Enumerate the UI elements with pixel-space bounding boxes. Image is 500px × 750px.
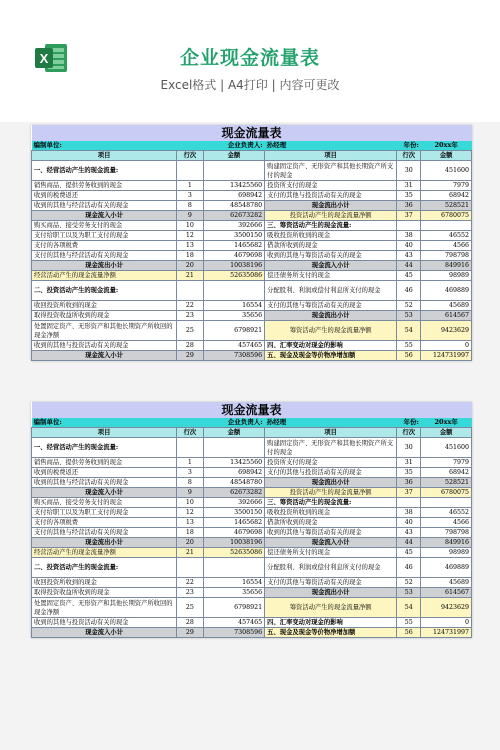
item-seq: 25 bbox=[177, 598, 203, 618]
table-row bbox=[32, 161, 472, 181]
col-head-seq: 行次 bbox=[177, 151, 203, 161]
table-body bbox=[32, 161, 472, 361]
item-amount: 48548780 bbox=[203, 201, 265, 211]
table-row bbox=[32, 468, 472, 478]
item-seq: 31 bbox=[397, 181, 421, 191]
item-amount: 46552 bbox=[421, 231, 472, 241]
item-amount: 7308596 bbox=[203, 351, 265, 361]
item-seq: 40 bbox=[397, 518, 421, 528]
item-label: 购买商品、接受劳务支付的现金 bbox=[32, 221, 177, 231]
item-label: 经营活动产生的现金流量净额 bbox=[32, 271, 177, 281]
table-row bbox=[32, 181, 472, 191]
item-label: 支付的各项税费 bbox=[32, 241, 177, 251]
item-label: 取得投资收益所收到的现金 bbox=[32, 311, 177, 321]
item-amount: 457465 bbox=[203, 618, 265, 628]
table-row bbox=[32, 321, 472, 341]
item-seq: 54 bbox=[397, 321, 421, 341]
item-label: 销售商品、提供劳务收到的现金 bbox=[32, 181, 177, 191]
item-label: 投资所支付的现金 bbox=[265, 181, 397, 191]
table-row bbox=[32, 628, 472, 638]
item-label: 投资所支付的现金 bbox=[265, 458, 397, 468]
table-row bbox=[32, 281, 472, 301]
item-amount: 469889 bbox=[421, 281, 472, 301]
item-seq: 54 bbox=[397, 598, 421, 618]
item-amount: 10038196 bbox=[203, 261, 265, 271]
item-label: 一、经营活动产生的现金流量: bbox=[32, 438, 177, 458]
col-head-item: 项目 bbox=[32, 151, 177, 161]
item-seq: 56 bbox=[397, 628, 421, 638]
manager-label: 企业负责人: bbox=[177, 418, 265, 428]
item-amount: 52635086 bbox=[203, 271, 265, 281]
table-row bbox=[32, 201, 472, 211]
year-label: 年份: bbox=[397, 141, 421, 151]
item-amount: 4566 bbox=[421, 241, 472, 251]
item-label: 现金流入小计 bbox=[32, 211, 177, 221]
item-seq: 12 bbox=[177, 508, 203, 518]
item-label: 现金流入小计 bbox=[32, 628, 177, 638]
item-amount: 7979 bbox=[421, 181, 472, 191]
item-label: 筹资活动产生的现金流量净额 bbox=[265, 321, 397, 341]
item-label: 收到的其他与经营活动有关的现金 bbox=[32, 478, 177, 488]
table-row bbox=[32, 598, 472, 618]
col-head-seq: 行次 bbox=[397, 151, 421, 161]
item-label: 收到的税费返还 bbox=[32, 191, 177, 201]
table-row bbox=[32, 191, 472, 201]
item-label: 三、筹资活动产生的现金流量: bbox=[265, 498, 397, 508]
item-seq: 45 bbox=[397, 271, 421, 281]
item-label: 现金流出小计 bbox=[32, 538, 177, 548]
item-amount: 849916 bbox=[421, 261, 472, 271]
table-row bbox=[32, 518, 472, 528]
table-row bbox=[32, 478, 472, 488]
item-amount: 9423629 bbox=[421, 598, 472, 618]
unit-label: 编制单位: bbox=[32, 418, 177, 428]
item-amount: 0 bbox=[421, 341, 472, 351]
item-label: 五、现金及现金等价物净增加额 bbox=[265, 351, 397, 361]
item-seq: 21 bbox=[177, 271, 203, 281]
item-amount: 45689 bbox=[421, 578, 472, 588]
item-label: 借款所收到的现金 bbox=[265, 518, 397, 528]
item-label: 借款所收到的现金 bbox=[265, 241, 397, 251]
year-value: 20xx年 bbox=[421, 141, 472, 151]
item-amount: 6780075 bbox=[421, 488, 472, 498]
item-label: 筹资活动产生的现金流量净额 bbox=[265, 598, 397, 618]
item-seq: 55 bbox=[397, 618, 421, 628]
item-label: 现金流出小计 bbox=[265, 478, 397, 488]
item-label: 分配股利、利润或偿付利息所支付的现金 bbox=[265, 558, 397, 578]
item-seq: 10 bbox=[177, 498, 203, 508]
item-amount: 392666 bbox=[203, 498, 265, 508]
item-amount: 68942 bbox=[421, 468, 472, 478]
item-label: 支付的各项税费 bbox=[32, 518, 177, 528]
item-label: 现金流入小计 bbox=[32, 488, 177, 498]
item-amount: 4679698 bbox=[203, 251, 265, 261]
item-label: 支付的其他与投资活动有关的现金 bbox=[265, 468, 397, 478]
item-label: 一、经营活动产生的现金流量: bbox=[32, 161, 177, 181]
table-body bbox=[32, 438, 472, 638]
item-amount: 4566 bbox=[421, 518, 472, 528]
col-head-item: 项目 bbox=[32, 428, 177, 438]
unit-label: 编制单位: bbox=[32, 141, 177, 151]
item-seq: 37 bbox=[397, 488, 421, 498]
item-label: 五、现金及现金等价物净增加额 bbox=[265, 628, 397, 638]
item-amount: 457465 bbox=[203, 341, 265, 351]
item-seq bbox=[397, 221, 421, 231]
item-label: 二、投资活动产生的现金流量: bbox=[32, 281, 177, 301]
table-row bbox=[32, 351, 472, 361]
item-label: 现金流出小计 bbox=[265, 311, 397, 321]
item-amount bbox=[203, 281, 265, 301]
item-label: 收到的其他与筹资活动有关的现金 bbox=[265, 251, 397, 261]
item-label: 吸收投资所收到的现金 bbox=[265, 508, 397, 518]
year-value: 20xx年 bbox=[421, 418, 472, 428]
manager-name: 孙经理 bbox=[265, 141, 397, 151]
item-seq: 29 bbox=[177, 628, 203, 638]
item-seq: 46 bbox=[397, 558, 421, 578]
item-amount: 7979 bbox=[421, 458, 472, 468]
item-amount: 1465682 bbox=[203, 518, 265, 528]
item-amount: 45689 bbox=[421, 301, 472, 311]
item-seq: 8 bbox=[177, 478, 203, 488]
sheet-preview-2 bbox=[31, 402, 472, 638]
item-seq: 44 bbox=[397, 538, 421, 548]
item-amount: 3500150 bbox=[203, 231, 265, 241]
table-row bbox=[32, 498, 472, 508]
item-seq: 23 bbox=[177, 311, 203, 321]
item-amount: 798798 bbox=[421, 251, 472, 261]
item-seq bbox=[177, 281, 203, 301]
item-seq: 53 bbox=[397, 588, 421, 598]
table-row bbox=[32, 618, 472, 628]
item-amount: 7308596 bbox=[203, 628, 265, 638]
page-header bbox=[0, 0, 500, 122]
item-label: 偿还债务所支付的现金 bbox=[265, 548, 397, 558]
col-head-seq: 行次 bbox=[177, 428, 203, 438]
col-head-seq: 行次 bbox=[397, 428, 421, 438]
col-head-amount: 金额 bbox=[203, 151, 265, 161]
table-row bbox=[32, 588, 472, 598]
item-label: 现金流入小计 bbox=[265, 538, 397, 548]
item-label: 三、筹资活动产生的现金流量: bbox=[265, 221, 397, 231]
item-amount: 46552 bbox=[421, 508, 472, 518]
item-amount bbox=[203, 438, 265, 458]
item-amount: 52635086 bbox=[203, 548, 265, 558]
item-seq: 12 bbox=[177, 231, 203, 241]
item-label: 收到的其他与经营活动有关的现金 bbox=[32, 201, 177, 211]
item-amount: 16554 bbox=[203, 578, 265, 588]
table-row bbox=[32, 251, 472, 261]
table-row bbox=[32, 341, 472, 351]
table-row bbox=[32, 271, 472, 281]
item-seq: 22 bbox=[177, 301, 203, 311]
table-row bbox=[32, 231, 472, 241]
item-seq: 20 bbox=[177, 538, 203, 548]
item-label: 分配股利、利润或偿付利息所支付的现金 bbox=[265, 281, 397, 301]
item-amount: 4679698 bbox=[203, 528, 265, 538]
item-label: 现金流出小计 bbox=[265, 201, 397, 211]
item-seq: 40 bbox=[397, 241, 421, 251]
item-amount: 13425560 bbox=[203, 458, 265, 468]
table-row bbox=[32, 221, 472, 231]
item-amount bbox=[203, 558, 265, 578]
item-label: 现金流出小计 bbox=[32, 261, 177, 271]
item-label: 收回投资所收到的现金 bbox=[32, 301, 177, 311]
item-seq: 13 bbox=[177, 241, 203, 251]
col-head-item: 项目 bbox=[265, 428, 397, 438]
item-amount: 614567 bbox=[421, 311, 472, 321]
item-amount: 1465682 bbox=[203, 241, 265, 251]
item-amount: 849916 bbox=[421, 538, 472, 548]
item-seq bbox=[177, 558, 203, 578]
item-label: 支付的其他与筹资活动有关的现金 bbox=[265, 301, 397, 311]
item-seq: 31 bbox=[397, 458, 421, 468]
item-amount bbox=[421, 221, 472, 231]
item-seq: 23 bbox=[177, 588, 203, 598]
page-title: 企业现金流量表 bbox=[179, 47, 320, 69]
item-amount: 124731997 bbox=[421, 351, 472, 361]
item-seq: 56 bbox=[397, 351, 421, 361]
table-row bbox=[32, 538, 472, 548]
manager-label: 企业负责人: bbox=[177, 141, 265, 151]
item-label: 购建固定资产、无形资产和其他长期资产所支付的现金 bbox=[265, 161, 397, 181]
item-amount bbox=[203, 161, 265, 181]
item-label: 现金流入小计 bbox=[265, 261, 397, 271]
page-subtitle: Excel格式 | A4打印 | 内容可更改 bbox=[160, 78, 340, 92]
item-seq: 25 bbox=[177, 321, 203, 341]
manager-name: 孙经理 bbox=[265, 418, 397, 428]
item-amount: 6798921 bbox=[203, 598, 265, 618]
item-seq: 8 bbox=[177, 201, 203, 211]
item-amount: 698942 bbox=[203, 191, 265, 201]
col-head-amount: 金额 bbox=[421, 428, 472, 438]
item-seq: 35 bbox=[397, 468, 421, 478]
item-label: 处置固定资产、无形资产和其他长期资产所收回的现金净额 bbox=[32, 321, 177, 341]
item-amount: 698942 bbox=[203, 468, 265, 478]
item-amount: 528521 bbox=[421, 201, 472, 211]
item-amount: 10038196 bbox=[203, 538, 265, 548]
item-seq: 43 bbox=[397, 528, 421, 538]
item-label: 收到的其他与投资活动有关的现金 bbox=[32, 341, 177, 351]
item-seq: 18 bbox=[177, 251, 203, 261]
item-amount: 798798 bbox=[421, 528, 472, 538]
item-amount: 3500150 bbox=[203, 508, 265, 518]
table-row bbox=[32, 458, 472, 468]
table-row bbox=[32, 578, 472, 588]
table-row bbox=[32, 301, 472, 311]
table-row bbox=[32, 488, 472, 498]
excel-icon-letter: X bbox=[39, 51, 49, 66]
item-seq: 9 bbox=[177, 211, 203, 221]
col-head-amount: 金额 bbox=[203, 428, 265, 438]
col-head-item: 项目 bbox=[265, 151, 397, 161]
item-seq: 29 bbox=[177, 351, 203, 361]
item-seq bbox=[397, 498, 421, 508]
item-label: 支付的其他与经营活动有关的现金 bbox=[32, 251, 177, 261]
cashflow-table bbox=[31, 402, 472, 638]
item-amount: 35656 bbox=[203, 311, 265, 321]
item-label: 支付的其他与投资活动有关的现金 bbox=[265, 191, 397, 201]
table-row bbox=[32, 438, 472, 458]
item-amount: 469889 bbox=[421, 558, 472, 578]
item-label: 支付给职工以及为职工支付的现金 bbox=[32, 231, 177, 241]
table-row bbox=[32, 241, 472, 251]
item-seq: 1 bbox=[177, 458, 203, 468]
item-label: 收回投资所收到的现金 bbox=[32, 578, 177, 588]
item-label: 吸收投资所收到的现金 bbox=[265, 231, 397, 241]
item-label: 支付的其他与经营活动有关的现金 bbox=[32, 528, 177, 538]
item-seq: 55 bbox=[397, 341, 421, 351]
item-seq: 38 bbox=[397, 508, 421, 518]
item-label: 购建固定资产、无形资产和其他长期资产所支付的现金 bbox=[265, 438, 397, 458]
table-title: 现金流量表 bbox=[32, 402, 472, 418]
item-seq: 22 bbox=[177, 578, 203, 588]
item-amount: 35656 bbox=[203, 588, 265, 598]
item-amount: 68942 bbox=[421, 191, 472, 201]
item-label: 取得投资收益所收到的现金 bbox=[32, 588, 177, 598]
item-seq bbox=[177, 438, 203, 458]
item-label: 收到的税费返还 bbox=[32, 468, 177, 478]
item-seq: 9 bbox=[177, 488, 203, 498]
item-seq: 44 bbox=[397, 261, 421, 271]
item-label: 销售商品、提供劳务收到的现金 bbox=[32, 458, 177, 468]
item-seq: 28 bbox=[177, 618, 203, 628]
item-label: 现金流入小计 bbox=[32, 351, 177, 361]
item-seq: 13 bbox=[177, 518, 203, 528]
item-seq: 52 bbox=[397, 301, 421, 311]
item-seq: 28 bbox=[177, 341, 203, 351]
item-seq: 37 bbox=[397, 211, 421, 221]
item-amount: 48548780 bbox=[203, 478, 265, 488]
table-row bbox=[32, 211, 472, 221]
item-label: 投资活动产生的现金流量净额 bbox=[265, 488, 397, 498]
item-amount: 6798921 bbox=[203, 321, 265, 341]
item-label: 支付给职工以及为职工支付的现金 bbox=[32, 508, 177, 518]
item-seq: 10 bbox=[177, 221, 203, 231]
item-amount: 62673282 bbox=[203, 488, 265, 498]
item-amount: 614567 bbox=[421, 588, 472, 598]
item-label: 四、汇率变动对现金的影响 bbox=[265, 341, 397, 351]
item-label: 收到的其他与投资活动有关的现金 bbox=[32, 618, 177, 628]
item-amount: 98989 bbox=[421, 271, 472, 281]
item-amount: 392666 bbox=[203, 221, 265, 231]
item-seq: 45 bbox=[397, 548, 421, 558]
item-amount: 0 bbox=[421, 618, 472, 628]
table-row bbox=[32, 508, 472, 518]
table-row bbox=[32, 528, 472, 538]
item-seq: 1 bbox=[177, 181, 203, 191]
item-label: 二、投资活动产生的现金流量: bbox=[32, 558, 177, 578]
item-seq: 30 bbox=[397, 161, 421, 181]
item-amount: 451600 bbox=[421, 438, 472, 458]
item-label: 处置固定资产、无形资产和其他长期资产所收回的现金净额 bbox=[32, 598, 177, 618]
item-seq: 52 bbox=[397, 578, 421, 588]
item-label: 经营活动产生的现金流量净额 bbox=[32, 548, 177, 558]
item-seq: 35 bbox=[397, 191, 421, 201]
item-seq: 53 bbox=[397, 311, 421, 321]
item-amount: 9423629 bbox=[421, 321, 472, 341]
item-amount: 62673282 bbox=[203, 211, 265, 221]
item-seq: 36 bbox=[397, 478, 421, 488]
item-seq: 3 bbox=[177, 191, 203, 201]
item-amount: 124731997 bbox=[421, 628, 472, 638]
table-row bbox=[32, 261, 472, 271]
item-seq: 43 bbox=[397, 251, 421, 261]
item-seq: 46 bbox=[397, 281, 421, 301]
sheet-preview-1 bbox=[31, 125, 472, 361]
item-seq: 30 bbox=[397, 438, 421, 458]
item-amount: 13425560 bbox=[203, 181, 265, 191]
item-label: 四、汇率变动对现金的影响 bbox=[265, 618, 397, 628]
col-head-amount: 金额 bbox=[421, 151, 472, 161]
item-label: 支付的其他与筹资活动有关的现金 bbox=[265, 578, 397, 588]
item-label: 购买商品、接受劳务支付的现金 bbox=[32, 498, 177, 508]
item-seq: 21 bbox=[177, 548, 203, 558]
item-amount: 16554 bbox=[203, 301, 265, 311]
item-seq: 38 bbox=[397, 231, 421, 241]
item-amount: 528521 bbox=[421, 478, 472, 488]
item-label: 收到的其他与筹资活动有关的现金 bbox=[265, 528, 397, 538]
item-amount: 6780075 bbox=[421, 211, 472, 221]
item-seq: 18 bbox=[177, 528, 203, 538]
item-label: 投资活动产生的现金流量净额 bbox=[265, 211, 397, 221]
table-title: 现金流量表 bbox=[32, 125, 472, 141]
item-amount: 98989 bbox=[421, 548, 472, 558]
item-seq: 3 bbox=[177, 468, 203, 478]
table-row bbox=[32, 548, 472, 558]
item-seq: 36 bbox=[397, 201, 421, 211]
item-label: 现金流出小计 bbox=[265, 588, 397, 598]
table-row bbox=[32, 558, 472, 578]
year-label: 年份: bbox=[397, 418, 421, 428]
item-amount bbox=[421, 498, 472, 508]
cashflow-table bbox=[31, 125, 472, 361]
item-label: 偿还债务所支付的现金 bbox=[265, 271, 397, 281]
item-seq: 20 bbox=[177, 261, 203, 271]
table-row bbox=[32, 311, 472, 321]
item-amount: 451600 bbox=[421, 161, 472, 181]
item-seq bbox=[177, 161, 203, 181]
